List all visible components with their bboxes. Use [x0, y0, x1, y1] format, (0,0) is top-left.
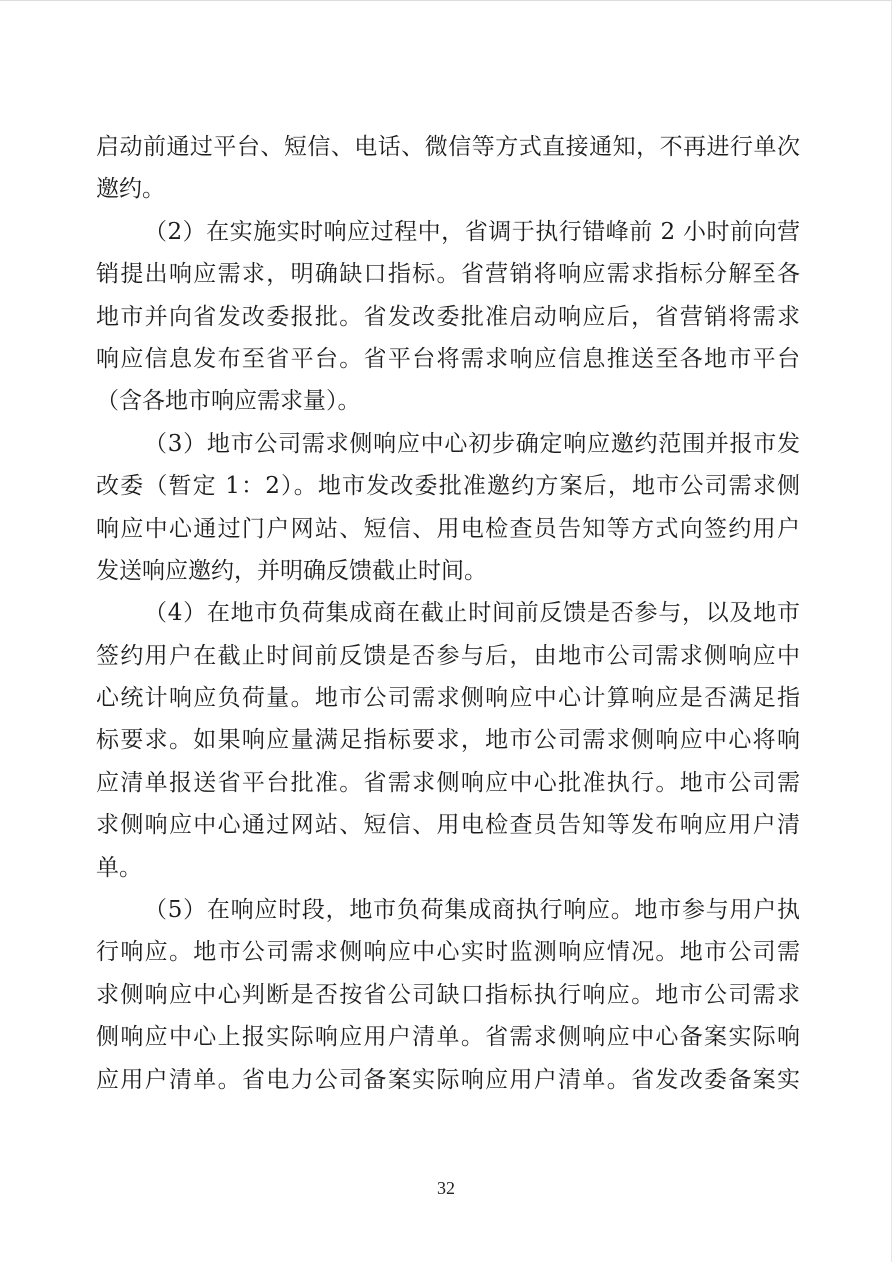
- document-body: [96, 126, 800, 1101]
- text-line: （4）在地市负荷集成商在截止时间前反馈是否参与，以及地市: [144, 600, 800, 627]
- page-number: 32: [437, 1178, 455, 1198]
- text-line: 地市并向省发改委报批。省发改委批准启动响应后，省营销将需求: [96, 303, 800, 330]
- text-line: 求侧响应中心通过网站、短信、用电检查员告知等发布响应用户清: [96, 812, 800, 839]
- text-line: 应清单报送省平台批准。省需求侧响应中心批准执行。地市公司需: [96, 769, 800, 796]
- text-line: 签约用户在截止时间前反馈是否参与后，由地市公司需求侧响应中: [96, 642, 800, 669]
- text-line: （2）在实施实时响应过程中，省调于执行错峰前 2 小时前向营: [144, 218, 800, 245]
- text-line: 响应信息发布至省平台。省平台将需求响应信息推送至各地市平台: [96, 345, 800, 372]
- text-line: 邀约。: [96, 176, 165, 203]
- text-line: （3）地市公司需求侧响应中心初步确定响应邀约范围并报市发: [144, 430, 800, 457]
- text-line: 销提出响应需求，明确缺口指标。省营销将响应需求指标分解至各: [96, 261, 800, 288]
- text-line: 行响应。地市公司需求侧响应中心实时监测响应情况。地市公司需: [96, 939, 800, 966]
- text-line: 标要求。如果响应量满足指标要求，地市公司需求侧响应中心将响: [96, 727, 800, 754]
- text-line: 应用户清单。省电力公司备案实际响应用户清单。省发改委备案实: [96, 1066, 800, 1093]
- text-line: 响应中心通过门户网站、短信、用电检查员告知等方式向签约用户: [96, 515, 800, 542]
- text-line: 侧响应中心上报实际响应用户清单。省需求侧响应中心备案实际响: [96, 1024, 800, 1051]
- text-line: 单。: [96, 854, 142, 881]
- text-line: 启动前通过平台、短信、电话、微信等方式直接通知，不再进行单次: [96, 134, 800, 160]
- text-line: 求侧响应中心判断是否按省公司缺口指标执行响应。地市公司需求: [96, 981, 800, 1008]
- text-line: （含各地市响应需求量）。: [96, 388, 361, 415]
- text-line: 心统计响应负荷量。地市公司需求侧响应中心计算响应是否满足指: [96, 685, 800, 712]
- text-line: 发送响应邀约，并明确反馈截止时间。: [96, 557, 487, 584]
- text-line: （5）在响应时段，地市负荷集成商执行响应。地市参与用户执: [144, 897, 800, 924]
- text-line: 改委（暂定 1：2）。地市发改委批准邀约方案后，地市公司需求侧: [96, 473, 800, 500]
